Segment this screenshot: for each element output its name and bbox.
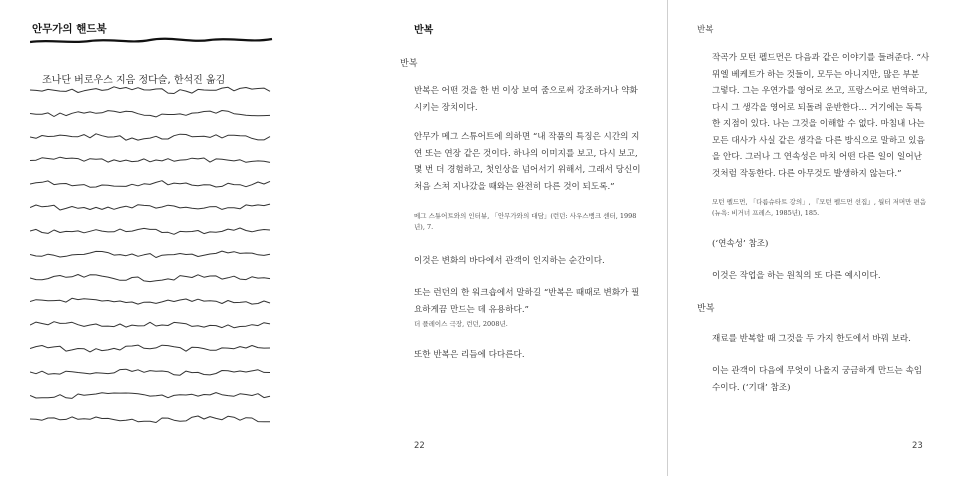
page-22-paragraph-1: 반복은 어떤 것을 한 번 이상 보여 줌으로써 강조하거나 약화시키는 장치이다. <box>414 86 638 113</box>
title-underline <box>30 39 272 42</box>
squiggle-line <box>30 251 270 257</box>
squiggle-line <box>30 228 270 234</box>
squiggle-line <box>30 298 270 304</box>
page-22-entry-term: 반복 <box>400 59 418 69</box>
page-23-paragraph-1: 작곡가 모턴 펠드먼은 다음과 같은 이야기를 들려준다. “사뮈엘 베케트가 하는 것들이, 모두는 아니지만, 많은 부분 그렇다. 그는 우연가를 영어로 쓰고, 프랑스어로 번역하고, 다시 그 생각을 영어로 되돌려 운반한다… 거기에는 독특한 지점이 있다. 나는 그것을 이해할 수 없다. 마침내 나는 모든 대사가 사실 같은 생각을 다른 방식으로 말하고 있음을 안다. 그러나 그 연속성은 마치 어떤 다른 일이 일어난 것처럼 작동한다. 다른 아무것도 발생하지 않는다.” <box>712 53 930 179</box>
page-22-paragraph-3: 이것은 변화의 바다에서 관객이 인지하는 순간이다. <box>414 256 605 266</box>
page-22-paragraph-2: 안무가 메그 스튜어트에 의하면 “내 작품의 특징은 시간의 지연 또는 연장 같은 것이다. 하나의 이미지를 보고, 다시 보고, 몇 번 더 경험하고, 첫인상을 넘어서기 위해서, 그래서 당신이 처음 스쳐 지나갔을 때와는 완전히 다른 것이 되도록.” <box>414 132 641 192</box>
page-23-citation-1: 모턴 펠드먼, 「다름슈타트 강의」, 『모턴 펠드먼 선집』, 월터 저머만 편음 (뉴욕: 비거너 프레스, 1985년), 185. <box>712 198 927 217</box>
squiggle-line <box>30 416 270 423</box>
page-23-paragraph-3: 이것은 작업을 하는 원칙의 또 다른 예시이다. <box>712 271 881 281</box>
page-22-paragraph-5: 또한 반복은 리듬에 다다른다. <box>414 350 525 360</box>
squiggle-line <box>30 134 270 140</box>
squiggle-line <box>30 275 270 282</box>
page-23-paragraph-4: 재료를 반복할 때 그것을 두 가지 한도에서 바꿔 보라. <box>712 334 911 344</box>
page-22-citation-2: 더 플레이스 극장, 런던, 2008년. <box>414 320 508 328</box>
page-23-paragraph-5: 이는 관객이 다음에 무엇이 나올지 궁금하게 만드는 속임수이다. (‘기대’ 참조) <box>712 366 923 393</box>
squiggle-line <box>30 181 270 188</box>
page-23-paragraph-2: (‘연속성’ 참조) <box>712 239 769 249</box>
squiggle-line <box>30 369 270 375</box>
page-23-number: 23 <box>912 441 923 451</box>
handwritten-squiggle-lines <box>30 30 280 440</box>
page-22-citation-1: 메그 스튜어트와의 인터뷰, 「안무가와의 대담」(런던: 사우스뱅크 센터, 1998년), 7. <box>414 212 637 231</box>
page-22-running-header: 반복 <box>414 25 434 36</box>
page-22-paragraph-4: 또는 런던의 한 워크숍에서 말하길 “반복은 때때로 변화가 필요하게끔 만드는 데 유용하다.” <box>414 288 640 315</box>
page-23-entry-term: 반복 <box>697 304 715 314</box>
squiggle-line <box>30 393 270 399</box>
card-author-line: 조나단 버로우스 지음 정다슬, 한석진 옮김 <box>42 75 226 86</box>
page-gutter-divider <box>667 0 668 476</box>
card-title: 안무가의 핸드북 <box>32 23 107 35</box>
squiggle-line <box>30 322 270 328</box>
squiggle-line <box>30 157 270 162</box>
squiggle-line <box>30 87 270 94</box>
page-22-number: 22 <box>414 441 425 451</box>
squiggle-line <box>30 345 270 352</box>
squiggle-line <box>30 111 270 117</box>
page-23-running-header: 반복 <box>697 25 714 35</box>
squiggle-line <box>30 204 270 210</box>
